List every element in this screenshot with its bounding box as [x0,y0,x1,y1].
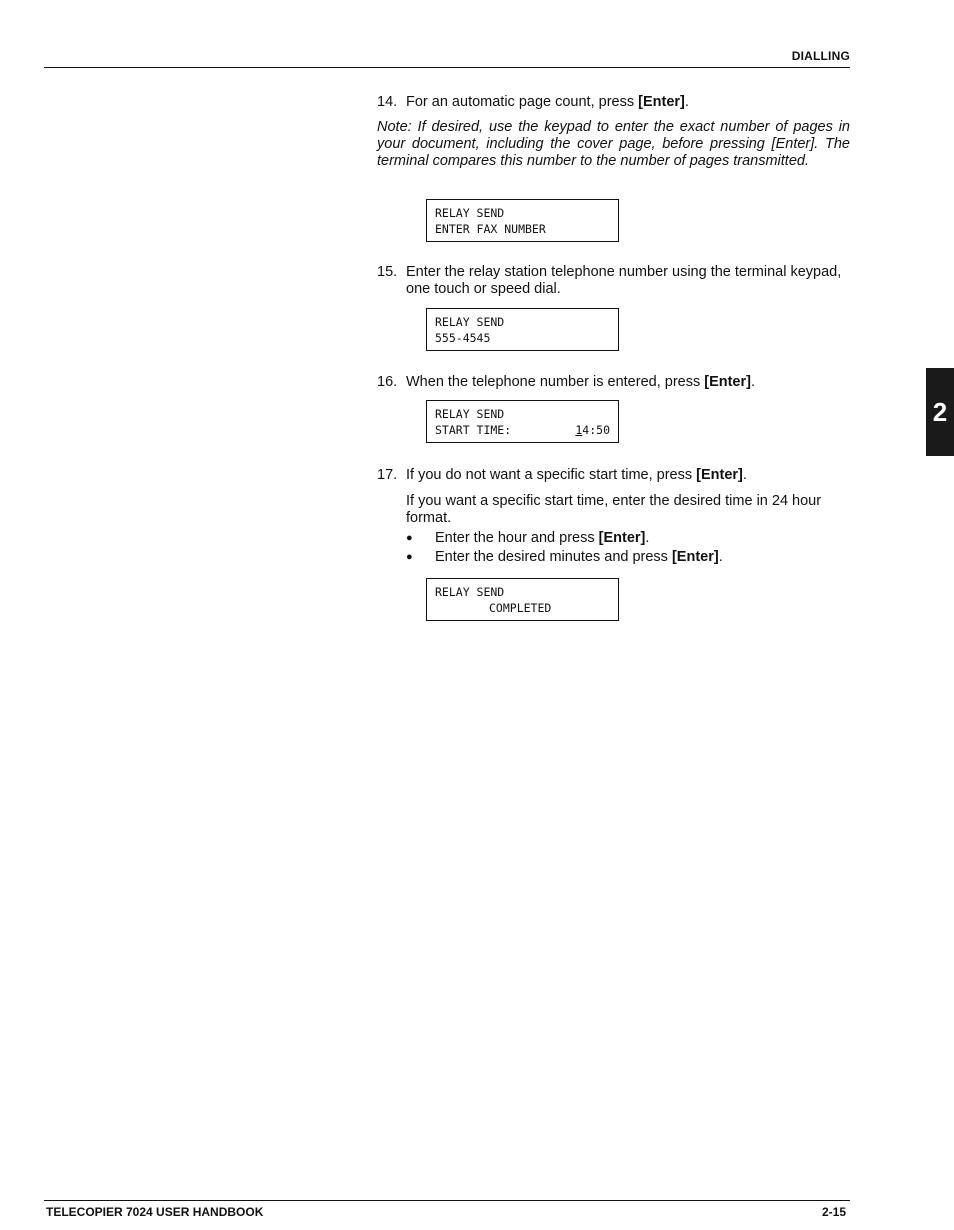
enter-key-label: [Enter] [704,374,751,390]
footer-rule [44,1200,850,1201]
step-number: 15. [377,264,398,280]
lcd-line-2: START TIME: [435,423,512,437]
lcd-line-2: ENTER FAX NUMBER [435,222,546,236]
step-number: 17. [377,467,398,483]
lcd-line-2: 555-4545 [435,331,491,345]
lcd-display-start-time [426,400,619,443]
handbook-title: TELECOPIER 7024 USER HANDBOOK [46,1205,264,1219]
step-14 [377,94,850,111]
step-number: 14. [377,94,398,110]
lcd-display-enter-fax-number [426,199,619,242]
page-number: 2-15 [821,1205,846,1219]
enter-key-label: [Enter] [696,467,743,483]
note [377,119,850,170]
header-rule [44,67,850,68]
bullet-item [406,530,850,547]
note-text: If desired, use the keypad to enter the exact number of pages in your document, including the cover page, before pressing [Enter]. The terminal compares this number to the number of pages transmitted. [377,119,850,169]
bullet-item [406,549,850,566]
enter-key-label: [Enter] [638,94,685,110]
step-number: 16. [377,374,398,390]
lcd-display-phone-number [426,308,619,351]
step-text: Enter the relay station telephone number using the terminal keypad, one touch or speed dial. [406,264,842,297]
step-17-subtext: If you want a specific start time, enter the desired time in 24 hour format. [406,493,822,526]
lcd-line-2: COMPLETED [489,601,552,615]
lcd-time-value: 14:50 [575,423,610,437]
section-title: DIALLING [791,49,850,63]
bullet-text: Enter the desired minutes and press [Enter]. [435,549,723,565]
lcd-line-1: RELAY SEND [435,407,505,421]
lcd-line-1: RELAY SEND [435,206,505,220]
step-text: When the telephone number is entered, press [Enter]. [406,374,755,390]
chapter-tab: 2 [926,368,954,456]
lcd-line-1: RELAY SEND [435,315,505,329]
step-15 [377,264,850,298]
bullet-text: Enter the hour and press [Enter]. [435,530,650,546]
step-text: If you do not want a specific start time, press [Enter]. [406,467,747,483]
note-label: Note: [377,119,412,135]
enter-key-label: [Enter] [671,549,719,565]
step-16 [377,374,850,391]
lcd-cursor: 1 [575,423,583,437]
bullet-dot-icon: ● [406,551,413,563]
bullet-dot-icon: ● [406,532,413,544]
step-17 [377,467,850,484]
lcd-line-1: RELAY SEND [435,585,505,599]
enter-key-label: [Enter] [598,530,646,546]
lcd-display-completed [426,578,619,621]
step-text: For an automatic page count, press [Enter]. [406,94,689,110]
